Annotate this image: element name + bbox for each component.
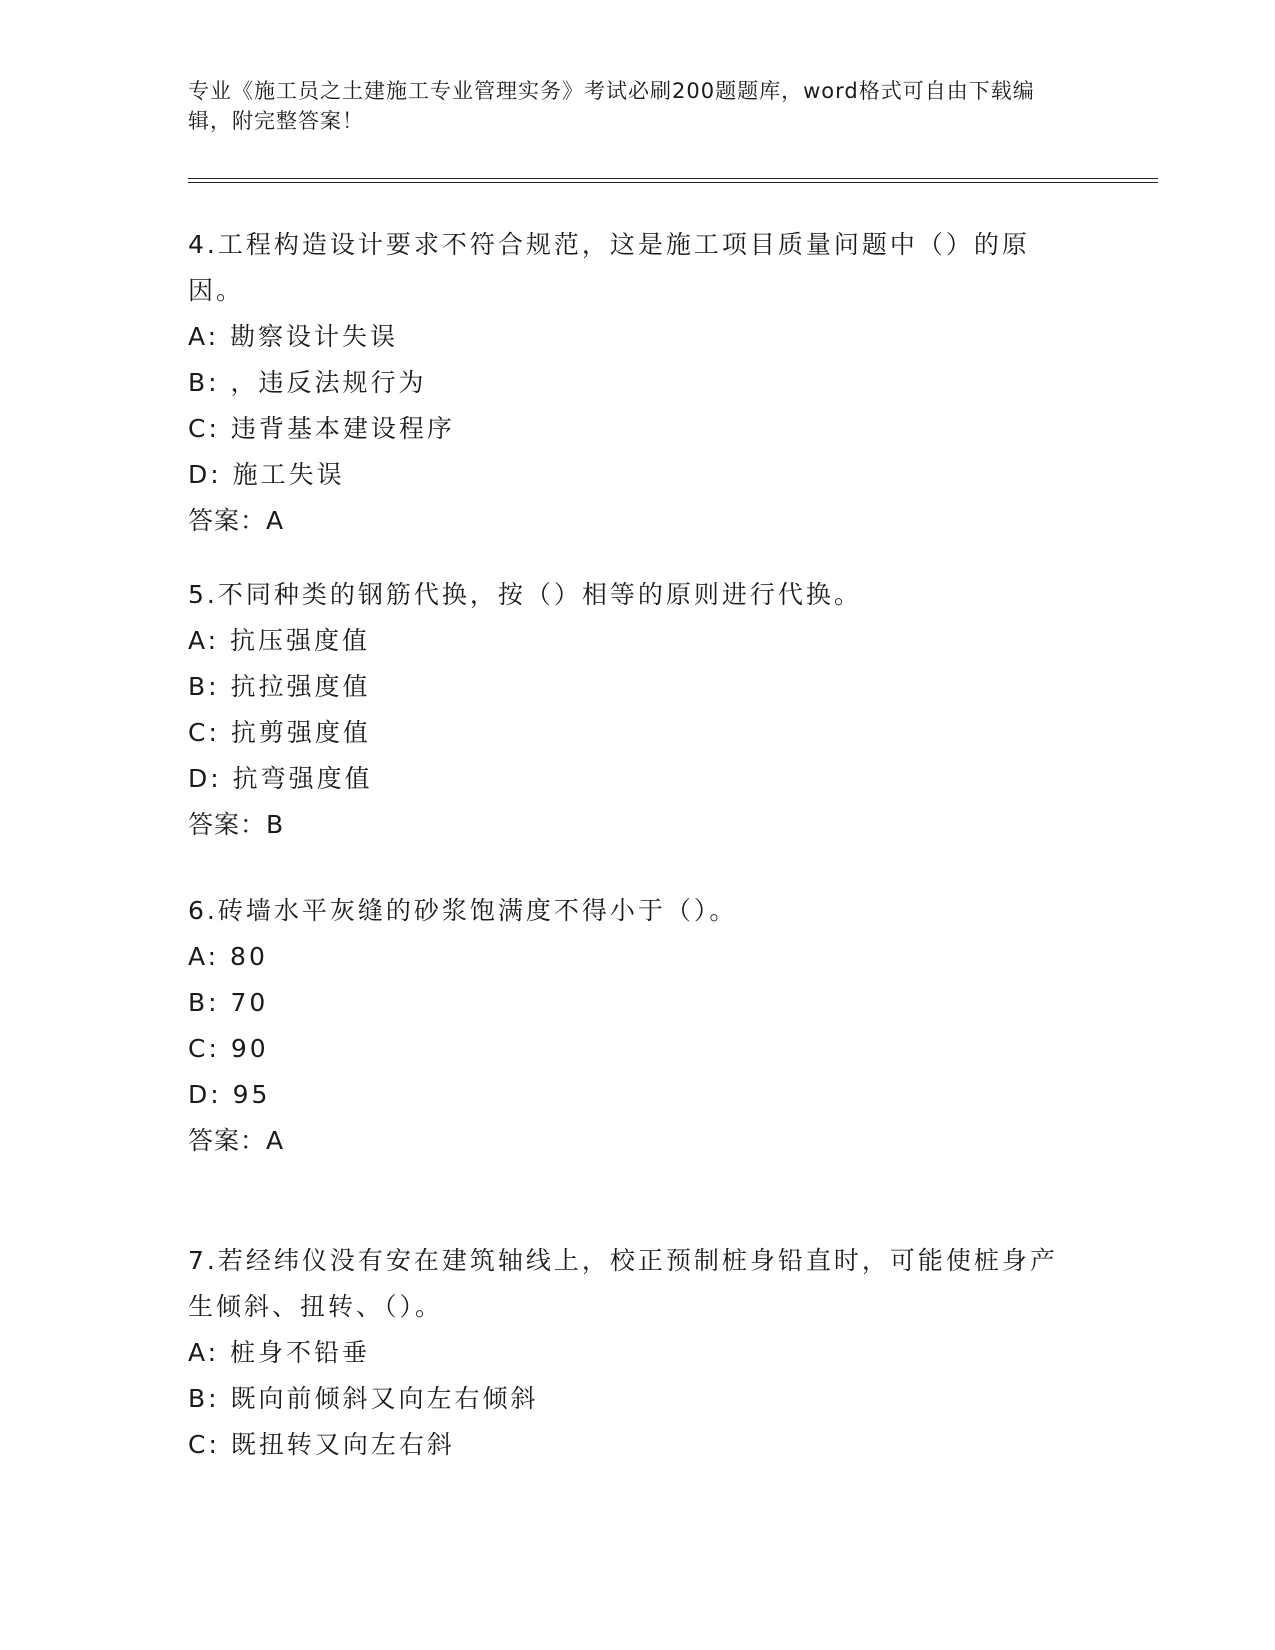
option-b: B: 既向前倾斜又向左右倾斜 [188,1384,539,1413]
question-text: 4.工程构造设计要求不符合规范，这是施工项目质量问题中（）的原因。 [188,230,1030,305]
question-4 [188,222,1068,544]
answer-line: 答案：A [188,1126,285,1155]
option-b: B: 70 [188,988,269,1017]
question-7 [188,1238,1068,1468]
option-c: C: 90 [188,1034,269,1063]
option-d: D: 抗弯强度值 [188,764,373,793]
document-header: 专业《施工员之土建施工专业管理实务》考试必刷200题题库，word格式可自由下载编辑，附完整答案！ [188,79,1035,133]
question-5 [188,572,1068,848]
option-a: A: 80 [188,942,268,971]
option-b: B: 抗拉强度值 [188,672,371,701]
option-b: B: ，违反法规行为 [188,368,427,397]
question-text: 7.若经纬仪没有安在建筑轴线上，校正预制桩身铅直时，可能使桩身产生倾斜、扭转、（）。 [188,1246,1058,1321]
option-a: A: 抗压强度值 [188,626,371,655]
answer-line: 答案：B [188,810,285,839]
header-divider [188,178,1158,183]
option-d: D: 施工失误 [188,460,345,489]
option-d: D: 95 [188,1080,271,1109]
option-c: C: 抗剪强度值 [188,718,371,747]
question-text: 6.砖墙水平灰缝的砂浆饱满度不得小于（）。 [188,896,738,925]
option-c: C: 违背基本建设程序 [188,414,455,443]
option-c: C: 既扭转又向左右斜 [188,1430,455,1459]
option-a: A: 勘察设计失误 [188,322,399,351]
option-a: A: 桩身不铅垂 [188,1338,371,1367]
answer-line: 答案：A [188,506,285,535]
question-text: 5.不同种类的钢筋代换，按（）相等的原则进行代换。 [188,580,862,609]
question-6 [188,888,1068,1164]
